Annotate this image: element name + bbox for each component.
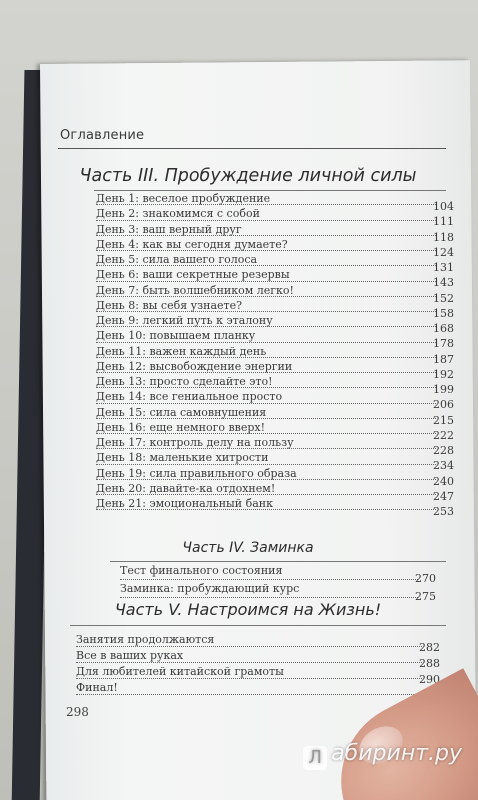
toc-entry-page: 222 (433, 428, 454, 442)
toc-entry-title: День 10: повышаем планку (96, 329, 256, 343)
labirint-watermark (303, 741, 462, 770)
part-4-toc-list (120, 563, 436, 603)
part-4-rule (110, 561, 446, 562)
toc-entry-page: 187 (433, 352, 454, 366)
toc-entry (120, 581, 436, 603)
toc-entry-title: День 17: контроль делу на пользу (96, 436, 294, 449)
part-5-rule (70, 625, 446, 626)
toc-entry-page: 158 (433, 306, 454, 320)
part-3-toc-list (96, 191, 454, 518)
toc-entry-page: 206 (433, 398, 454, 412)
toc-entry-page: 178 (433, 337, 454, 351)
toc-entry (120, 563, 436, 585)
toc-entry-title: Финал! (76, 681, 118, 694)
toc-entry (76, 648, 440, 670)
toc-entry (96, 313, 454, 335)
toc-entry-title: День 1: веселое пробуждение (96, 192, 271, 205)
toc-entry-title: День 5: сила вашего голоса (96, 253, 258, 266)
toc-entry-page: 253 (433, 505, 454, 518)
toc-entry-title: День 2: знакомимся с собой (96, 207, 260, 221)
part-3-title: Часть III. Пробуждение личной силы (79, 166, 417, 186)
toc-entry-title: День 15: сила самовнушения (96, 405, 267, 419)
toc-entry-title: Все в ваших руках (76, 649, 184, 662)
toc-entry-title: День 20: давайте-ка отдохнем! (96, 481, 276, 495)
toc-leader-dots (120, 597, 418, 598)
toc-entry-title: День 19: сила правильного образа (96, 466, 297, 480)
running-head: Оглавление (60, 128, 145, 143)
part-5-title: Часть V. Настроимся на Жизнь! (114, 600, 382, 619)
toc-entry-page: 215 (433, 413, 454, 427)
toc-entry-page: 270 (415, 572, 436, 585)
toc-entry-title: День 14: все гениальное просто (96, 390, 283, 404)
toc-entry (76, 664, 440, 686)
toc-leader-dots (120, 579, 418, 580)
toc-entry-title: День 13: просто сделайте это! (96, 375, 273, 388)
toc-entry-title: День 11: важен каждый день (96, 344, 267, 358)
toc-entry (96, 435, 454, 457)
part-4-title: Часть IV. Заминка (182, 540, 314, 556)
toc-entry-title: День 6: ваши секретные резервы (96, 268, 290, 282)
toc-entry-title: Заминка: пробуждающий курс (120, 582, 300, 595)
toc-entry (96, 374, 454, 396)
toc-entry (96, 252, 454, 274)
toc-entry (76, 680, 440, 696)
toc-entry-title: Занятия продолжаются (76, 633, 215, 646)
toc-entry-page: 234 (433, 459, 454, 473)
toc-leader-dots (76, 694, 422, 695)
toc-entry-title: День 18: маленькие хитрости (96, 451, 269, 465)
toc-entry (96, 420, 454, 442)
toc-entry (96, 298, 454, 320)
toc-entry-title: Тест финального состояния (120, 564, 283, 577)
labirint-logo-icon: Л (303, 746, 327, 770)
toc-entry-page: 288 (419, 657, 440, 670)
toc-entry-title: День 4: как вы сегодня думаете? (96, 237, 288, 251)
toc-entry (96, 237, 454, 259)
toc-entry-page: 152 (433, 291, 454, 305)
toc-entry (96, 359, 454, 381)
toc-entry-title: День 3: ваш верный друг (96, 222, 242, 236)
page-number: 298 (66, 705, 89, 719)
toc-entry-page: 199 (433, 383, 454, 396)
toc-entry (76, 632, 440, 654)
toc-entry-page: 228 (433, 444, 454, 457)
toc-entry-title: День 12: высвобождение энергии (96, 359, 293, 373)
toc-entry (96, 481, 454, 503)
toc-entry-page: 143 (433, 276, 454, 290)
toc-entry-page: 290 (419, 673, 440, 686)
part-5-toc-list (76, 632, 440, 696)
toc-entry-page: 131 (433, 261, 454, 274)
toc-entry-page: 111 (433, 215, 454, 229)
toc-entry-title: День 7: быть волшебником легко! (96, 283, 294, 297)
toc-entry (96, 496, 454, 518)
watermark-text: абиринт.ру (331, 741, 462, 766)
toc-entry-page: 124 (433, 245, 454, 259)
toc-entry-page: 104 (433, 200, 454, 213)
toc-entry-title: День 21: эмоциональный банк (96, 497, 274, 510)
toc-entry-page: 240 (433, 474, 454, 488)
toc-entry-title: День 16: еще немного вверх! (96, 420, 266, 434)
toc-entry-title: День 9: легкий путь к эталону (96, 314, 273, 327)
toc-entry (96, 191, 454, 213)
toc-entry-page: 282 (419, 641, 440, 654)
toc-entry-page: 247 (433, 489, 454, 503)
toc-entry-title: День 8: вы себя узнаете? (96, 298, 243, 312)
toc-entry-page: 168 (433, 322, 454, 335)
toc-entry-page: 192 (433, 367, 454, 381)
header-rule (58, 148, 446, 149)
toc-entry-page: 275 (415, 590, 436, 603)
toc-entry-title: Для любителей китайской грамоты (76, 665, 284, 678)
toc-entry-page: 118 (433, 230, 454, 244)
